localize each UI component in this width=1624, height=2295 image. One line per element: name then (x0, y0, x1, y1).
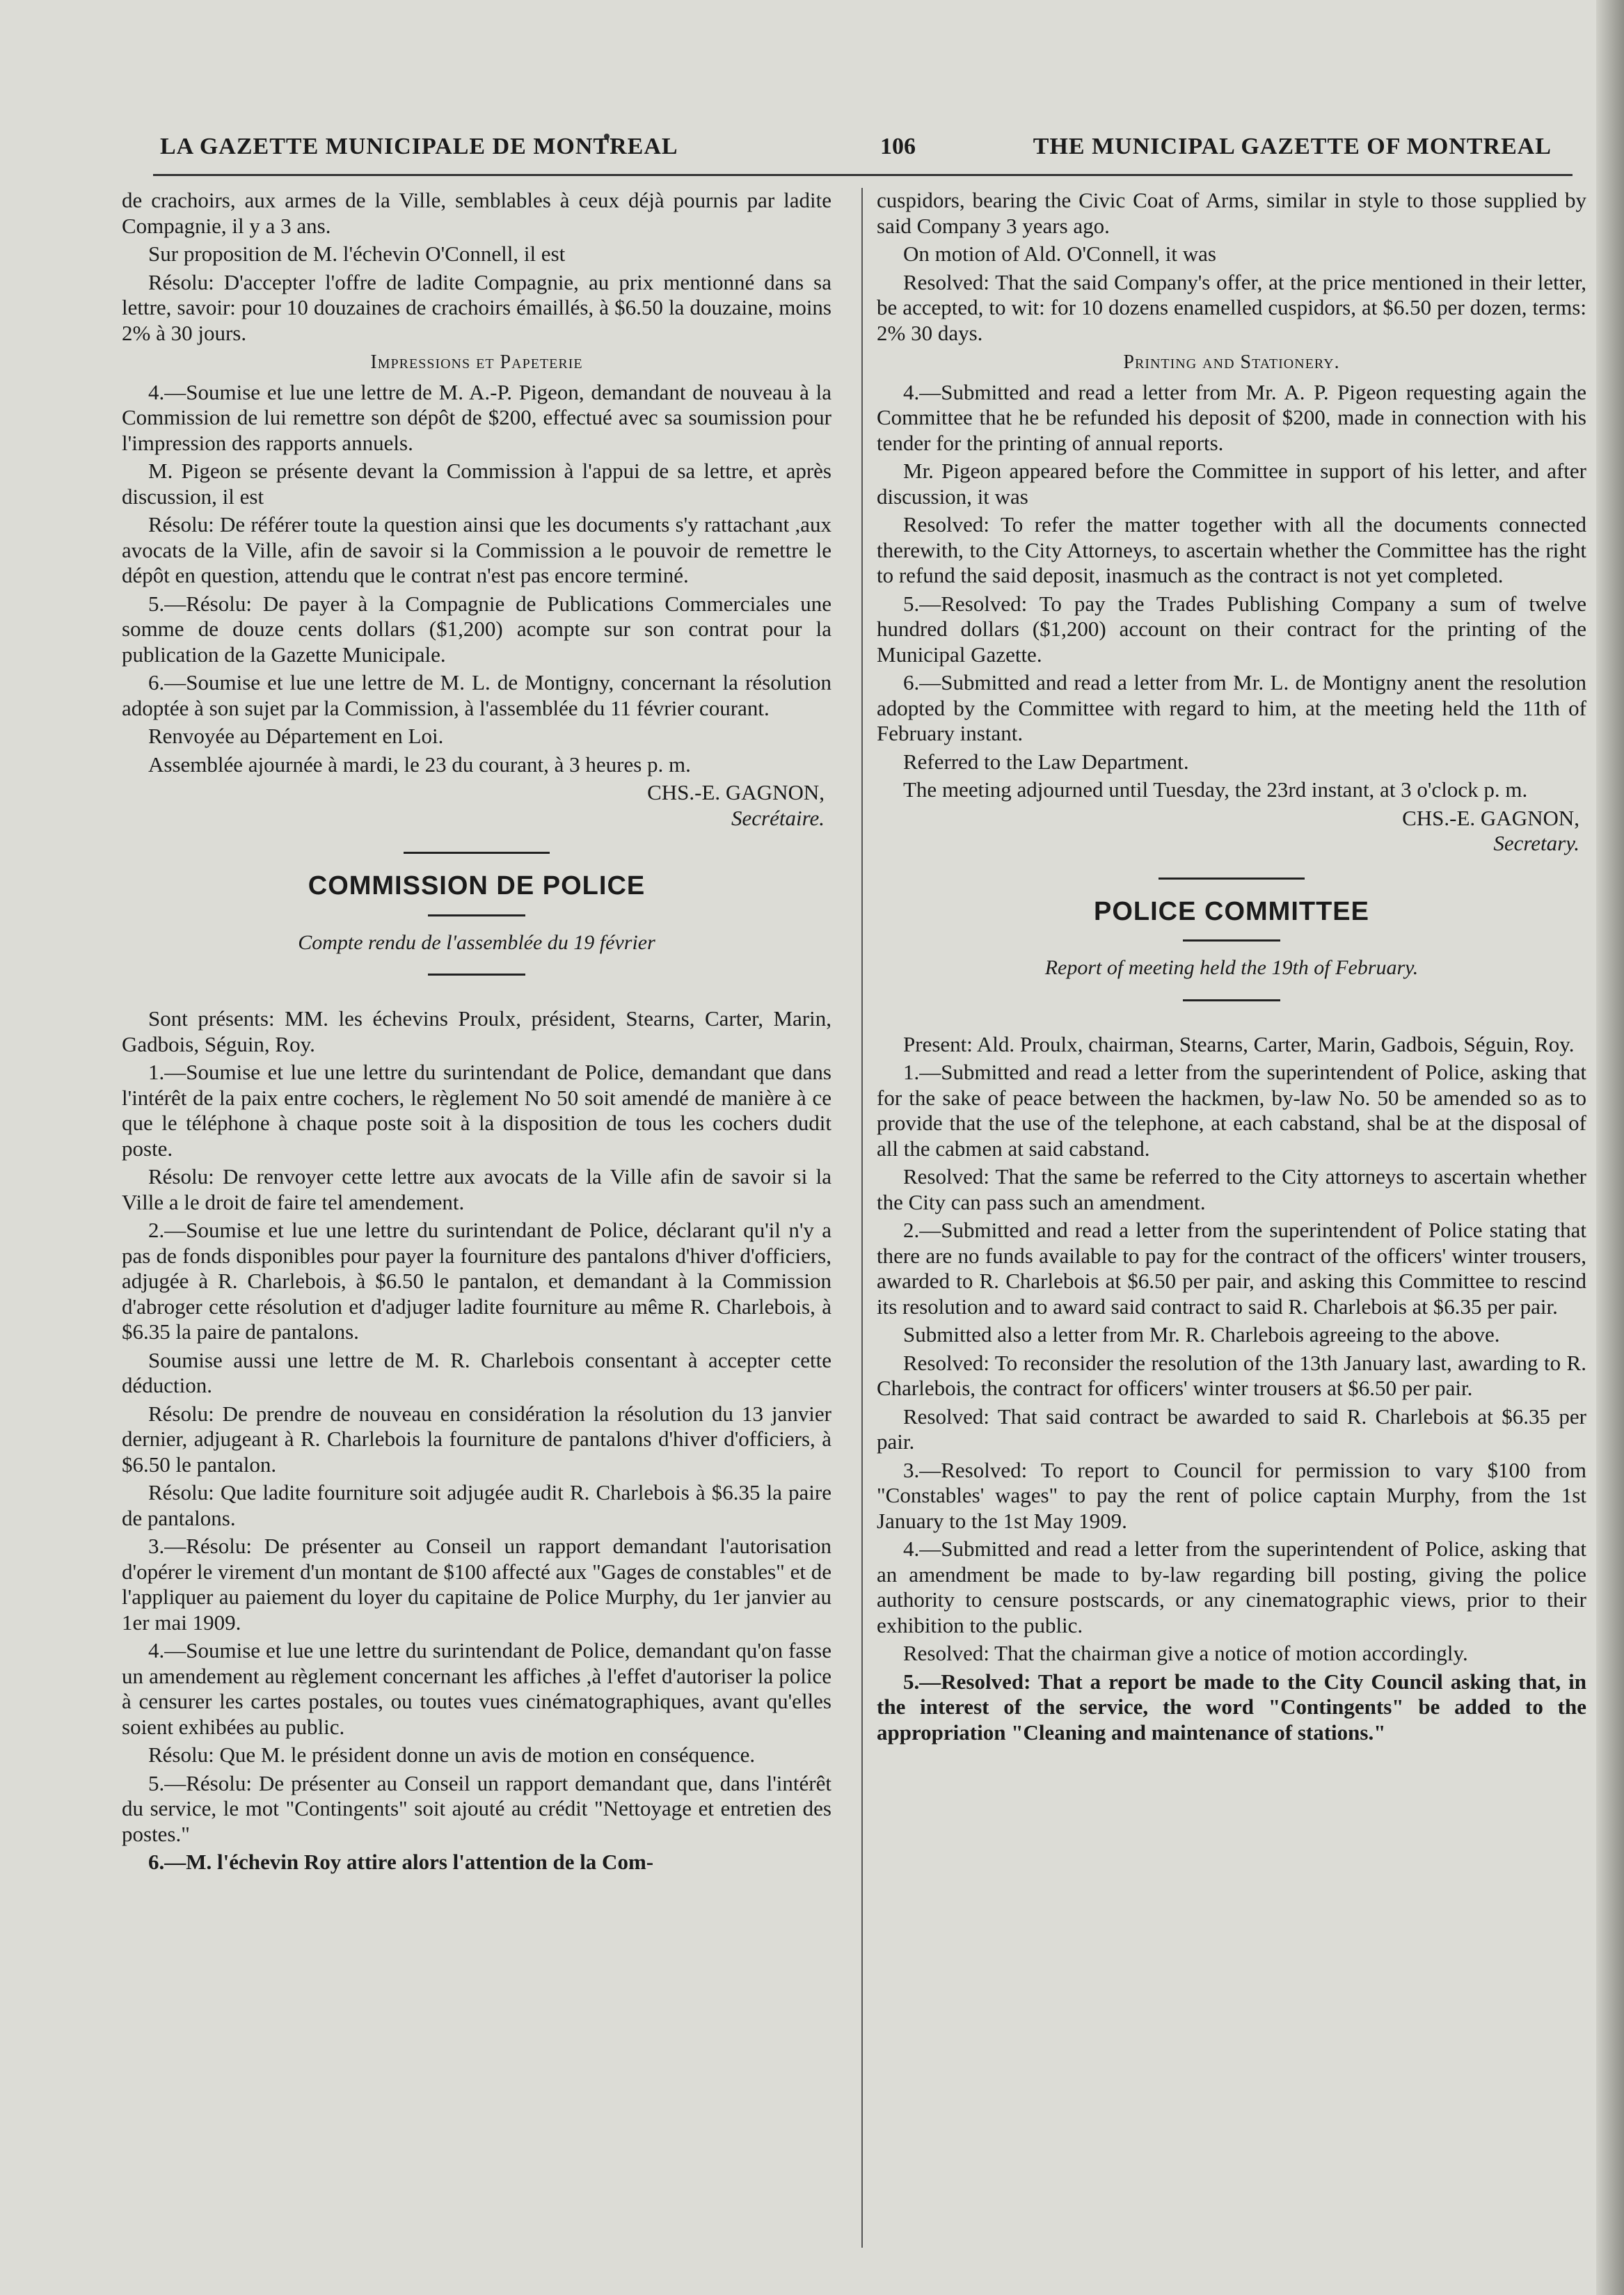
section-subtitle: Report of meeting held the 19th of February. (1044, 956, 1419, 979)
paragraph: 3.—Résolu: De présenter au Conseil un rapport demandant l'autorisation d'opérer le virement d'un montant de $100 affecté aux "Gages de constables" et de l'appliquer au paiement du loyer du capitaine de Police Murphy, du 1er janvier au 1er mai 1909. (122, 1534, 831, 1635)
paragraph: Résolu: Que ladite fourniture soit adjugée audit R. Charlebois à $6.35 la paire de pantalons. (122, 1480, 831, 1530)
signature-title: Secretary. (1493, 831, 1579, 855)
paragraph: Résolu: De référer toute la question ainsi que les documents s'y rattachant ,aux avocats de la Ville, afin de savoir si la Commission a le pouvoir de remettre le dépôt en question, attendu que le contrat n'est pas encore terminé. (122, 512, 831, 587)
paragraph: Soumise aussi une lettre de M. R. Charlebois consentant à accepter cette déduction. (122, 1347, 831, 1397)
paragraph: Referred to the Law Department. (903, 749, 1189, 774)
paragraph: Mr. Pigeon appeared before the Committee in support of his letter, and after discussion, it was (877, 459, 1586, 509)
paragraph: Renvoyée au Département en Loi. (148, 724, 444, 748)
signature-title: Secrétaire. (731, 805, 825, 830)
separator-rule (428, 974, 525, 976)
paragraph: Resolved: To reconsider the resolution of the 13th January last, awarding to R. Charlebois, the contract for officers' winter trousers at $6.50 per pair. (877, 1350, 1586, 1400)
paragraph: 4.—Soumise et lue une lettre du surintendant de Police, demandant qu'on fasse un amendement au règlement concernant les affiches ,à l'effet d'autoriser la police à censurer les cartes postales, ou toutes vues cinématographiques, avant qu'elles soient exhibées au public. (122, 1638, 831, 1739)
paragraph: 5.—Résolu: De payer à la Compagnie de Publications Commerciales une somme de douze cents dollars ($1,200) acompte sur son contrat pour la publication de la Gazette Municipale. (122, 591, 831, 667)
header-french-title: LA GAZETTE MUNICIPALE DE MONTREAL (160, 134, 678, 159)
separator-rule (428, 914, 525, 916)
paragraph: 1.—Soumise et lue une lettre du surintendant de Police, demandant que dans l'intérêt de la paix entre cochers, le règlement No 50 soit amendé de manière à ce que le téléphone à chaque poste soit à la disposition de tous les cochers dudit poste. (122, 1060, 831, 1161)
paragraph: Resolved: That the said Company's offer, at the price mentioned in their letter, be accepted, to wit: for 10 dozens enamelled cuspidors, at $6.50 per dozen, terms: 2% 30 days. (877, 269, 1586, 345)
paragraph: 4.—Submitted and read a letter from the superintendent of Police, asking that an amendment be made to by-law regarding bill posting, giving the police authority to censure postscards, or any cinematographic views, prior to their exhibition to the public. (877, 1536, 1586, 1637)
paragraph: Résolu: Que M. le président donne un avis de motion en conséquence. (148, 1742, 756, 1767)
french-column (122, 188, 831, 1878)
paragraph: The meeting adjourned until Tuesday, the 23rd instant, at 3 o'clock p. m. (903, 777, 1528, 802)
page-number: 106 (880, 134, 916, 159)
paragraph: Resolved: That said contract be awarded to said R. Charlebois at $6.35 per pair. (877, 1404, 1586, 1454)
page-edge-shadow (1596, 0, 1624, 2295)
section-subtitle: Compte rendu de l'assemblée du 19 février (298, 930, 655, 954)
paragraph: Resolved: That the same be referred to the City attorneys to ascertain whether the City can pass such an amendment. (877, 1164, 1586, 1214)
section-title: COMMISSION DE POLICE (308, 871, 646, 900)
paragraph: 2.—Soumise et lue une lettre du surintendant de Police, déclarant qu'il n'y a pas de fonds disponibles pour payer la fourniture des pantalons d'hiver d'officiers, adjugée à R. Charlebois, à $6.50 le pantalon, et demandant à la Commission d'abroger cette résolution et d'adjuger ladite fourniture au même R. Charlebois, à $6.35 la paire de pantalons. (122, 1218, 831, 1344)
column-divider (861, 188, 863, 2248)
paragraph: 3.—Resolved: To report to Council for permission to vary $100 from "Constables' wages" to pay the rent of police captain Murphy, from the 1st January to the 1st May 1909. (877, 1457, 1586, 1533)
paragraph: Sont présents: MM. les échevins Proulx, président, Stearns, Carter, Marin, Gadbois, Séguin, Roy. (122, 1006, 831, 1056)
paragraph: cuspidors, bearing the Civic Coat of Arms, similar in style to those supplied by said Company 3 years ago. (877, 188, 1586, 238)
paragraph: M. Pigeon se présente devant la Commission à l'appui de sa lettre, et après discussion, il est (122, 459, 831, 509)
separator-rule (404, 852, 550, 854)
english-column (877, 188, 1586, 1748)
paragraph: 6.—M. l'échevin Roy attire alors l'attention de la Com- (148, 1850, 654, 1874)
paragraph: Résolu: De prendre de nouveau en considération la résolution du 13 janvier dernier, adjugeant à R. Charlebois la fourniture de pantalons d'hiver d'officiers, à $6.50 le pantalon. (122, 1401, 831, 1477)
gazette-page (104, 90, 1586, 2234)
paragraph: 2.—Submitted and read a letter from the superintendent of Police stating that there are no funds available to pay for the contract of the officers' winter trousers, awarded to R. Charlebois at $6.50 per pair, and asking this Committee to rescind its resolution and to award said contract to said R. Charlebois at $6.35 per pair. (877, 1218, 1586, 1319)
running-header (153, 118, 1573, 176)
paragraph: Sur proposition de M. l'échevin O'Connell, il est (148, 241, 566, 266)
paragraph: 6.—Submitted and read a letter from Mr. L. de Montigny anent the resolution adopted by the Committee with regard to him, at the meeting held the 11th of February instant. (877, 670, 1586, 745)
paragraph: Submitted also a letter from Mr. R. Charlebois agreeing to the above. (903, 1322, 1500, 1347)
section-title: POLICE COMMITTEE (1094, 896, 1369, 926)
section-heading: Impressions et Papeterie (370, 351, 583, 373)
paragraph: 1.—Submitted and read a letter from the superintendent of Police, asking that for the sake of peace between the hackmen, by-law No. 50 be amended so as to provide that the use of the telephone, at each cabstand, shal be at the disposal of all the cabmen at said cabstand. (877, 1060, 1586, 1161)
paragraph: 5.—Resolved: To pay the Trades Publishing Company a sum of twelve hundred dollars ($1,200) account on their contract for the printing of the Municipal Gazette. (877, 591, 1586, 667)
paragraph: 5.—Résolu: De présenter au Conseil un rapport demandant que, dans l'intérêt du service, le mot "Contingents" soit ajouté au crédit "Nettoyage et entretien des postes." (122, 1770, 831, 1846)
header-english-title: THE MUNICIPAL GAZETTE OF MONTREAL (1033, 134, 1552, 159)
paragraph: Assemblée ajournée à mardi, le 23 du courant, à 3 heures p. m. (148, 752, 691, 777)
paragraph: Resolved: To refer the matter together with all the documents connected therewith, to the City Attorneys, to ascertain whether the Committee has the right to refund the said deposit, inasmuch as the contract is not yet completed. (877, 512, 1586, 587)
paragraph: Present: Ald. Proulx, chairman, Stearns, Carter, Marin, Gadbois, Séguin, Roy. (903, 1031, 1575, 1056)
paragraph: Résolu: De renvoyer cette lettre aux avocats de la Ville afin de savoir si la Ville a le droit de faire tel amendement. (122, 1164, 831, 1214)
paragraph: On motion of Ald. O'Connell, it was (903, 241, 1216, 266)
paragraph: Résolu: D'accepter l'offre de ladite Compagnie, au prix mentionné dans sa lettre, savoir: pour 10 douzaines de crachoirs émaillés, à $6.50 la douzaine, moins 2% à 30 jours. (122, 269, 831, 345)
separator-rule (1183, 999, 1280, 1001)
signature: CHS.-E. GAGNON, (647, 780, 825, 804)
signature: CHS.-E. GAGNON, (1402, 805, 1579, 830)
paragraph: 6.—Soumise et lue une lettre de M. L. de Montigny, concernant la résolution adoptée à son sujet par la Commission, à l'assemblée du 11 février courant. (122, 670, 831, 720)
separator-rule (1183, 939, 1280, 942)
paragraph: 4.—Submitted and read a letter from Mr. A. P. Pigeon requesting again the Committee that he be refunded his deposit of $200, made in connection with his tender for the printing of annual reports. (877, 379, 1586, 455)
paragraph: 4.—Soumise et lue une lettre de M. A.-P. Pigeon, demandant de nouveau à la Commission de lui remettre son dépôt de $200, effectué avec sa soumission pour l'impression des rapports annuels. (122, 379, 831, 455)
paragraph: 5.—Resolved: That a report be made to the City Council asking that, in the interest of the service, the word "Contingents" be added to the appropriation "Cleaning and maintenance of stations." (877, 1669, 1586, 1745)
paragraph: Resolved: That the chairman give a notice of motion accordingly. (903, 1641, 1468, 1665)
separator-rule (1159, 878, 1305, 880)
paragraph: de crachoirs, aux armes de la Ville, semblables à ceux déjà pournis par ladite Compagnie, il y a 3 ans. (122, 188, 831, 238)
section-heading: Printing and Stationery. (1123, 351, 1340, 373)
